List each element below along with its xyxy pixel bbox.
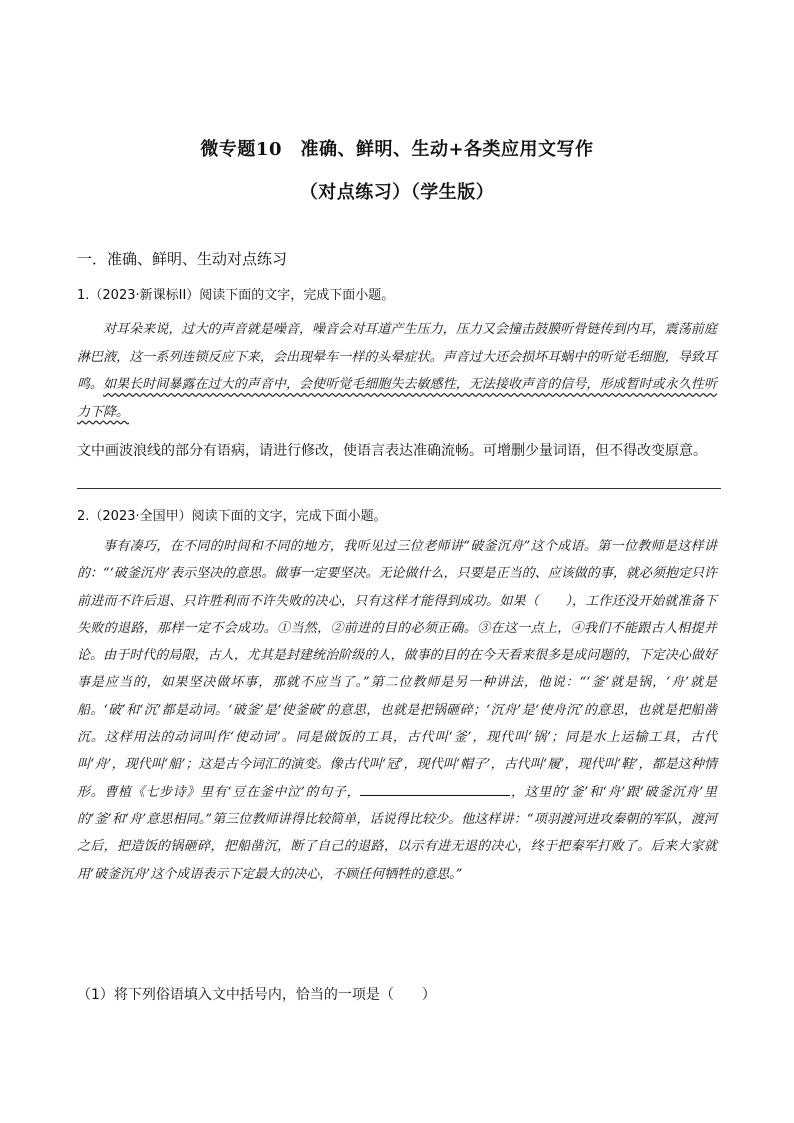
fill-in-blank[interactable] [360,783,510,796]
document-subtitle: （对点练习）（学生版） [299,182,495,203]
question-1-passage [77,316,717,426]
document-title: 微专题10 准确、鲜明、生动+各类应用文写作 [200,139,594,160]
question-1-instruction: 文中画波浪线的部分有语病，请进行修改，使语言表达准确流畅。可增删少量词语，但不得改变原意。 [77,443,707,459]
wavy-underlined-sentence: 如果长时间暴露在过大的声音中，会使听觉毛细胞失去敏感性，无法接收声音的信号，形成暂时或永久性听力下降。 [77,377,717,420]
subquestion-1: （1）将下列俗语填入文中括号内，恰当的一项是（ ） [77,987,436,1003]
question-2-passage [77,533,717,888]
passage-text-part2: ，这里的‘釜’和‘舟’跟‘破釜沉舟’里的‘釜’和‘舟’意思相同。”第三位教师讲得比较简单，话说得比较少。他这样讲：“项羽渡河进攻秦朝的军队，渡河之后，把造饭的锅砸碎，把船凿沉，断了自己的退路，以示有进无退的决心，终于把秦军打败了。后来大家就用‘破釜沉舟’这个成语表示下定最大的决心，不顾任何牺牲的意思。” [77,784,718,882]
question-2-header: 2.（2023·全国甲）阅读下面的文字，完成下面小题。 [77,509,387,524]
section-heading: 一．准确、鲜明、生动对点练习 [77,250,288,268]
passage-text-part1: 事有凑巧，在不同的时间和不同的地方，我听见过三位老师讲“破釜沉舟”这个成语。第一位教师是这样讲的：“‘破釜沉舟’表示坚决的意思。做事一定要坚决。无论做什么，只要是正当的、应该做的事，就必须抱定只许前进而不许后退、只许胜利而不许失败的决心，只有这样才能得到成功。如果（ ），工作还没开始就准备下失败的退路，那样一定不会成功。①当然，②前进的目的必须正确。③在这一点上，④我们不能跟古人相提并论。由于时代的局限，古人，尤其是封建统治阶级的人，做事的目的在今天看来很多是成问题的，下定决心做好事是应当的，如果坚决做坏事，那就不应当了。”第二位教师是另一种讲法，他说：“‘釜’就是锅，‘舟’就是船。‘破’和‘沉’都是动词。‘破釜’是‘使釜破’的意思，也就是把锅砸碎；‘沉舟’是‘使舟沉’的意思，也就是把船凿沉。这样用法的动词叫作‘使动词’。同是做饭的工具，古代叫‘釜’，现代叫‘锅’；同是水上运输工具，古代叫‘舟’，现代叫‘船’；这是古今词汇的演变。像古代叫‘冠’，现代叫‘帽子’，古代叫‘履’，现代叫‘鞋’，都是这种情形。曹植《七步诗》里有‘豆在釜中泣’的句子， [77,539,717,800]
question-1-header: 1.（2023·新课标II）阅读下面的文字，完成下面小题。 [77,288,395,303]
answer-line[interactable] [77,488,721,489]
passage-text: 对耳朵来说，过大的声音就是噪音，噪音会对耳道产生压力，压力又会撞击鼓膜听骨链传到内耳，震荡前庭淋巴液，这一系列连锁反应下来，会出现晕车一样的头晕症状。声音过大还会损坏耳蜗中的听觉毛细胞，导致耳鸣。 [77,322,717,392]
